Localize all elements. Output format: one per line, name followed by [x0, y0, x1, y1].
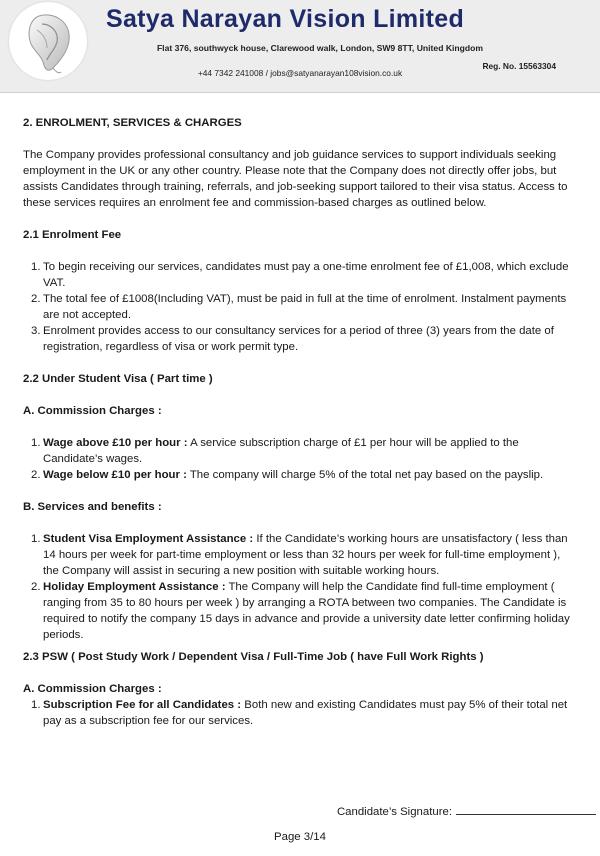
contact-info: +44 7342 241008 / jobs@satyanarayan108vision.co.uk: [197, 68, 403, 78]
list-item: 3. Enrolment provides access to our consultancy services for a period of three (3) years from the date of registration, regardless of visa or work permit type.: [31, 325, 554, 353]
registration-number: Reg. No. 15563304: [482, 61, 556, 71]
psw-commission-list: [23, 697, 578, 729]
section-intro: The Company provides professional consultancy and job guidance services to support individuals seeking employment in the UK or any other country. Please note that the Company does not directly offer jobs, but assists Candidates through training, referrals, and job-seeking support tailored to their visa status. Access to these services requires an enrolment fee and commission-based charges as outlined below.: [23, 149, 568, 209]
commission-charges-heading: A. Commission Charges :: [23, 405, 162, 417]
company-name: Satya Narayan Vision Limited: [106, 5, 465, 33]
list-item: 1. Subscription Fee for all Candidates : Both new and existing Candidates must pay 5% of their total net pay as a subscription fee for our services.: [31, 699, 568, 727]
services-benefits-heading: B. Services and benefits :: [23, 501, 162, 513]
list-item: 2. Wage below £10 per hour : The company will charge 5% of the total net pay based on the payslip.: [31, 469, 544, 481]
letterhead: [0, 0, 600, 93]
page-number: Page 3/14: [274, 831, 326, 843]
list-item: 1. To begin receiving our services, candidates must pay a one-time enrolment fee of £1,008, which exclude VAT.: [31, 261, 569, 289]
signature-label: Candidate’s Signature:: [336, 806, 452, 818]
signature-line[interactable]: [456, 803, 596, 815]
section-title: 2. ENROLMENT, SERVICES & CHARGES: [23, 117, 242, 129]
document-body: [23, 115, 578, 729]
subsection-title: 2.3 PSW ( Post Study Work / Dependent Visa / Full-Time Job ( have Full Work Rights ): [23, 651, 484, 663]
subsection-title: 2.2 Under Student Visa ( Part time ): [23, 373, 213, 385]
signature-field: [337, 803, 596, 818]
list-item: 1. Wage above £10 per hour : A service subscription charge of £1 per hour will be applied to the Candidate’s wages.: [31, 437, 519, 465]
student-commission-list: [23, 435, 578, 483]
subsection-title: 2.1 Enrolment Fee: [23, 229, 122, 241]
list-item: 2. The total fee of £1008(Including VAT), must be paid in full at the time of enrolment. Instalment payments are not accepted.: [31, 293, 567, 321]
student-services-list: [23, 531, 578, 643]
commission-charges-heading: A. Commission Charges :: [23, 683, 162, 695]
list-item: 2. Holiday Employment Assistance : The Company will help the Candidate find full-time employment ( ranging from 35 to 80 hours per week ) by arranging a ROTA between two companies. The Candidate is required to notify the company 15 days in advance and provide a university date letter confirming holiday periods.: [31, 581, 570, 641]
enrolment-fee-list: [23, 259, 578, 355]
list-item: 1. Student Visa Employment Assistance : If the Candidate’s working hours are unsatisfactory ( less than 14 hours per week for part-time employment or less than 32 hours per week for full-time employment ), the Company will assist in securing a new position with suitable working hours.: [31, 533, 568, 577]
company-address: Flat 376, southwyck house, Clarewood walk, London, SW9 8TT, United Kingdom: [156, 43, 484, 53]
conch-shell-icon: [9, 2, 87, 80]
logo: [9, 2, 87, 80]
